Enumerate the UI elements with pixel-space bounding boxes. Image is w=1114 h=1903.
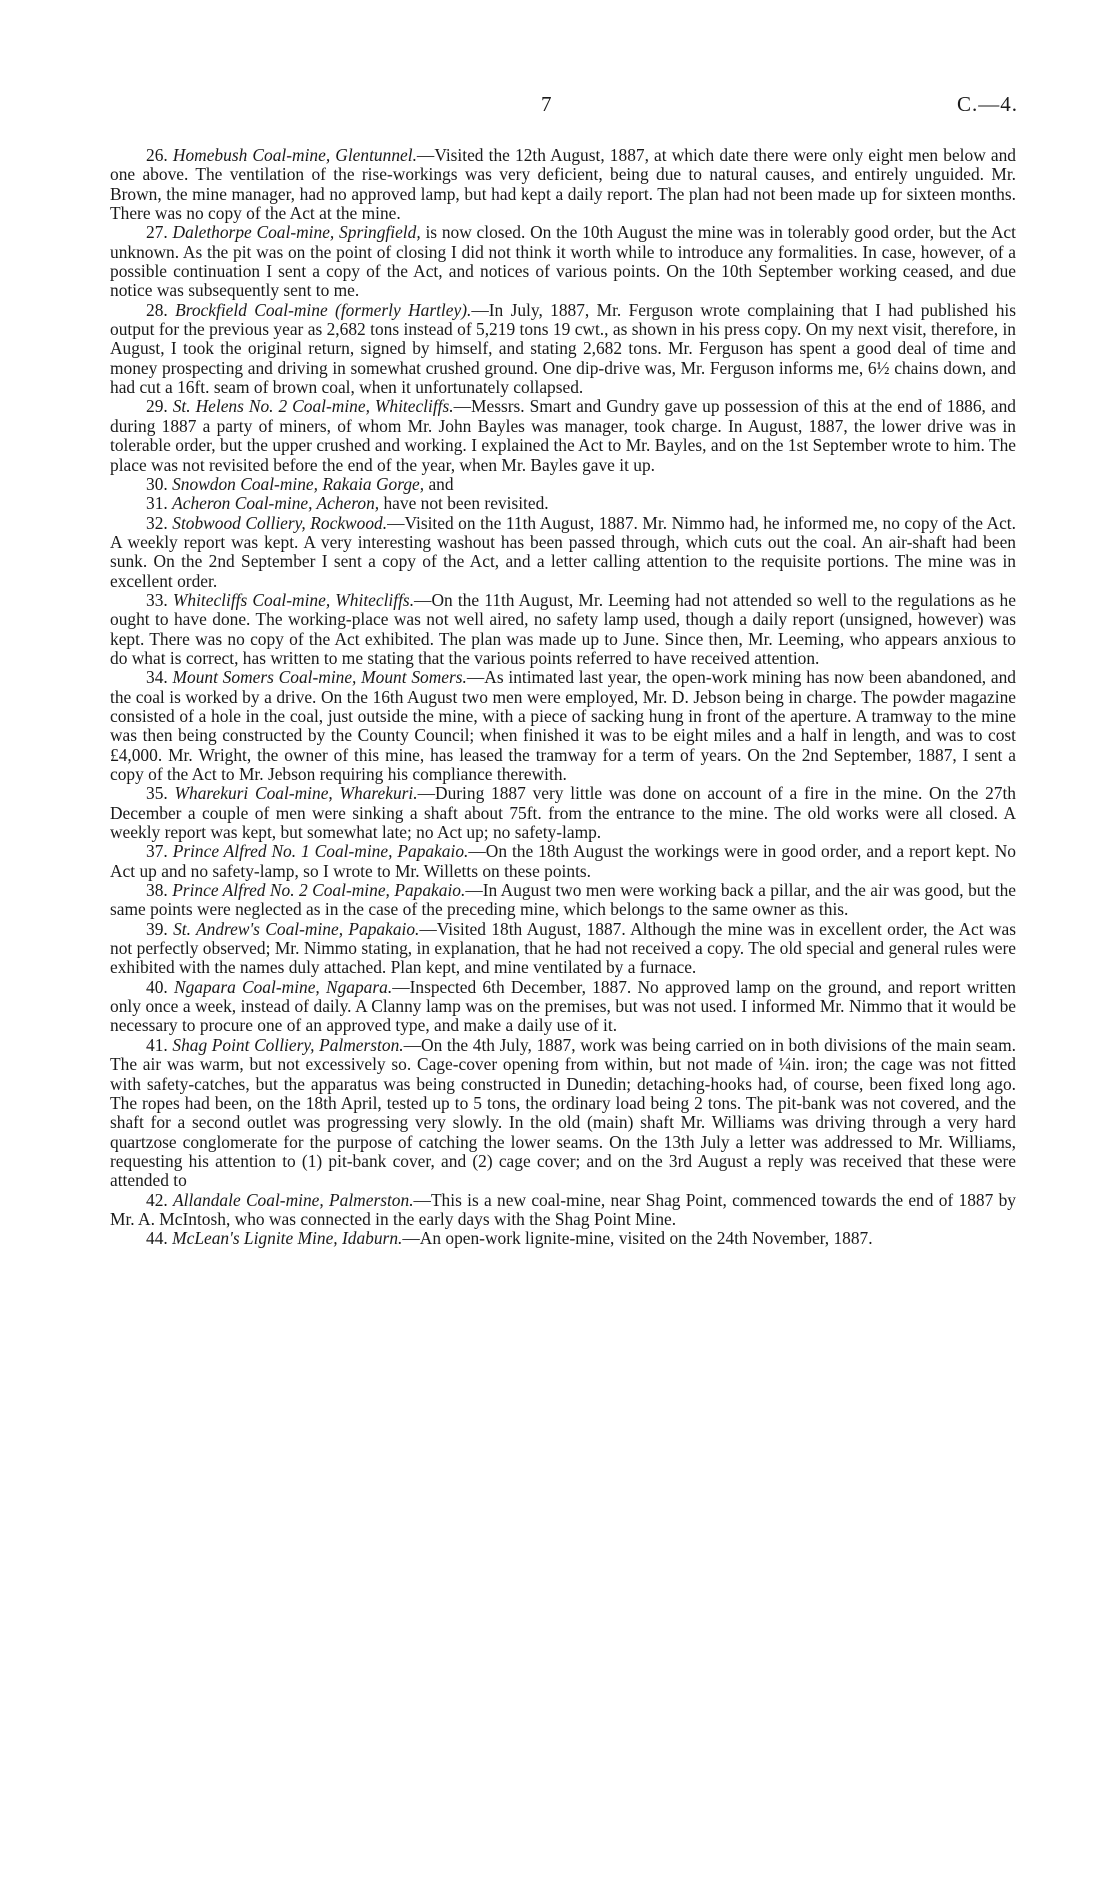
mine-entry-41: 41. Shag Point Colliery, Palmerston.—On the 4th July, 1887, work was being carried on in both divisions of the main seam. The air was warm, but not excessively so. Cage-cover opening from within, but not made of ¼in. iron; the cage was not fitted with safety-catches, but the apparatus was being constructed in Dunedin; detaching-hooks had, of course, been fixed long ago. The ropes had been, on the 18th April, tested up to 5 tons, the ordinary load being 2 tons. The pit-bank was not covered, and the shaft for a second outlet was progressing very slowly. In the old (main) shaft Mr. Williams was driving through a very hard quartzose conglomerate for the purpose of catching the lower seams. On the 13th July a letter was addressed to Mr. Williams, requesting his attention to (1) pit-bank cover, and (2) cage cover; and on the 3rd August a reply was received that these were attended to <box>110 1034 1016 1191</box>
mine-name: St. Andrew's Coal-mine, Papakaio. <box>173 918 420 939</box>
mine-name: Acheron Coal-mine, Acheron, <box>172 493 380 514</box>
mine-name: Whitecliffs Coal-mine, Whitecliffs. <box>172 589 415 610</box>
mine-name: St. Helens No. 2 Coal-mine, Whitecliffs. <box>172 396 454 417</box>
mine-entry-44: 44. McLean's Lignite Mine, Idaburn.—An open-work lignite-mine, visited on the 24th November, 1887. <box>146 1228 873 1249</box>
mine-entry-42: 42. Allandale Coal-mine, Palmerston.—This is a new coal-mine, near Shag Point, commenced towards the end of 1887 by Mr. A. McIntosh, who was connected in the early days with the Shag Point Mine. <box>110 1189 1016 1229</box>
mine-entry-28: 28. Brockfield Coal-mine (formerly Hartley).—In July, 1887, Mr. Ferguson wrote complaining that I had published his output for the previous year as 2,682 tons instead of 5,219 tons 19 cwt., as shown in his press copy. On my next visit, therefore, in August, I took the original return, signed by himself, and stating 2,682 tons. Mr. Ferguson has spent a good deal of time and money prospecting and driving in somewhat crushed ground. One dip-drive was, Mr. Ferguson informs me, 6½ chains down, and had cut a 16ft. seam of brown coal, when it unfortunately collapsed. <box>110 299 1016 398</box>
mine-entry-38: 38. Prince Alfred No. 2 Coal-mine, Papakaio.—In August two men were working back a pillar, and the air was good, but the same points were neglected as in the case of the preceding mine, which belongs to the same owner as this. <box>110 880 1016 920</box>
mine-name: Brockfield Coal-mine (formerly Hartley). <box>175 299 472 320</box>
mine-entry-34: 34. Mount Somers Coal-mine, Mount Somers.—As intimated last year, the open-work mining has now been abandoned, and the coal is worked by a drive. On the 16th August two men were employed, Mr. D. Jebson being in charge. The powder magazine consisted of a hole in the coal, just outside the mine, with a piece of sacking hung in front of the aperture. A tramway to the mine was then being constructed by the County Council; when finished it was to be eight miles and a half in length, and was to cost £4,000. Mr. Wright, the owner of this mine, has leased the tramway for a term of years. On the 2nd September, 1887, I sent a copy of the Act to Mr. Jebson requiring his compliance therewith. <box>110 667 1016 784</box>
mine-entry-35: 35. Wharekuri Coal-mine, Wharekuri.—During 1887 very little was done on account of a fire in the mine. On the 27th December a couple of men were sinking a shaft about 75ft. from the entrance to the mine. The old works were all closed. A weekly report was kept, but somewhat late; no Act up; no safety-lamp. <box>110 783 1016 843</box>
page-header <box>0 92 1114 122</box>
mine-name: Ngapara Coal-mine, Ngapara. <box>173 976 393 997</box>
mine-name: Prince Alfred No. 2 Coal-mine, Papakaio. <box>172 880 466 901</box>
mine-entry-29: 29. St. Helens No. 2 Coal-mine, Whitecliffs.—Messrs. Smart and Gundry gave up possession of this at the end of 1886, and during 1887 a party of miners, of whom Mr. John Bayles was manager, took charge. In August, 1887, the lower drive was in tolerable order, but the upper crushed and working. I explained the Act to Mr. Bayles, and on the 1st September wrote to him. The place was not revisited before the end of the year, when Mr. Bayles gave it up. <box>110 396 1016 475</box>
mine-name: McLean's Lignite Mine, Idaburn. <box>172 1228 403 1249</box>
page-number: 7 <box>541 92 552 116</box>
mine-name: Stobwood Colliery, Rockwood. <box>172 512 388 533</box>
mine-name: Snowdon Coal-mine, Rakaia Gorge, <box>172 473 425 494</box>
mine-name: Dalethorpe Coal-mine, Springfield, <box>172 222 421 243</box>
mine-entry-40: 40. Ngapara Coal-mine, Ngapara.—Inspected 6th December, 1887. No approved lamp on the ground, and report written only once a week, instead of daily. A Clanny lamp was on the premises, but was not used. I informed Mr. Nimmo that it would be necessary to procure one of an approved type, and make a daily use of it. <box>110 976 1016 1036</box>
mine-entry-33: 33. Whitecliffs Coal-mine, Whitecliffs.—On the 11th August, Mr. Leeming had not attended so well to the regulations as he ought to have done. The working-place was not well aired, no safety lamp used, though a daily report (unsigned, however) was kept. There was no copy of the Act exhibited. The plan was made up to June. Since then, Mr. Leeming, who appears anxious to do what is correct, has written to me stating that the various points referred to have received attention. <box>110 589 1016 668</box>
mine-entry-39: 39. St. Andrew's Coal-mine, Papakaio.—Visited 18th August, 1887. Although the mine was in excellent order, the Act was not perfectly observed; Mr. Nimmo stating, in explanation, that he had not received a copy. The old special and general rules were exhibited with the names duly attached. Plan kept, and mine ventilated by a furnace. <box>110 918 1016 978</box>
document-reference: C.—4. <box>956 92 1018 116</box>
mine-name: Shag Point Colliery, Palmerston. <box>172 1034 404 1055</box>
report-body <box>110 146 1016 1249</box>
mine-entry-30: 30. Snowdon Coal-mine, Rakaia Gorge, and <box>146 473 454 494</box>
mine-name: Prince Alfred No. 1 Coal-mine, Papakaio. <box>172 841 469 862</box>
mine-entry-31: 31. Acheron Coal-mine, Acheron, have not been revisited. <box>146 493 549 514</box>
mine-name: Homebush Coal-mine, Glentunnel. <box>172 145 417 165</box>
mine-name: Allandale Coal-mine, Palmerston. <box>173 1189 414 1210</box>
mine-entry-32: 32. Stobwood Colliery, Rockwood.—Visited on the 11th August, 1887. Mr. Nimmo had, he informed me, no copy of the Act. A weekly report was kept. A very interesting washout has been passed through, which cuts out the coal. An air-shaft had been sunk. On the 2nd September I sent a copy of the Act, and a letter calling attention to the requisite portions. The mine was in excellent order. <box>110 512 1016 591</box>
mine-entry-26: 26. Homebush Coal-mine, Glentunnel.—Visited the 12th August, 1887, at which date there were only eight men below and one above. The ventilation of the rise-workings was very deficient, being due to natural causes, and entirely unguided. Mr. Brown, the mine manager, had no approved lamp, but had kept a daily report. The plan had not been made up for sixteen months. There was no copy of the Act at the mine. <box>110 145 1016 224</box>
mine-entry-27: 27. Dalethorpe Coal-mine, Springfield, is now closed. On the 10th August the mine was in tolerably good order, but the Act unknown. As the pit was on the point of closing I did not think it worth while to introduce any formalities. In case, however, of a possible continuation I sent a copy of the Act, and notices of various points. On the 10th September working ceased, and due notice was subsequently sent to me. <box>110 222 1016 301</box>
mine-name: Mount Somers Coal-mine, Mount Somers. <box>172 667 467 688</box>
mine-entry-37: 37. Prince Alfred No. 1 Coal-mine, Papakaio.—On the 18th August the workings were in good order, and a report kept. No Act up and no safety-lamp, so I wrote to Mr. Willetts on these points. <box>110 841 1016 881</box>
mine-name: Wharekuri Coal-mine, Wharekuri. <box>174 783 418 804</box>
